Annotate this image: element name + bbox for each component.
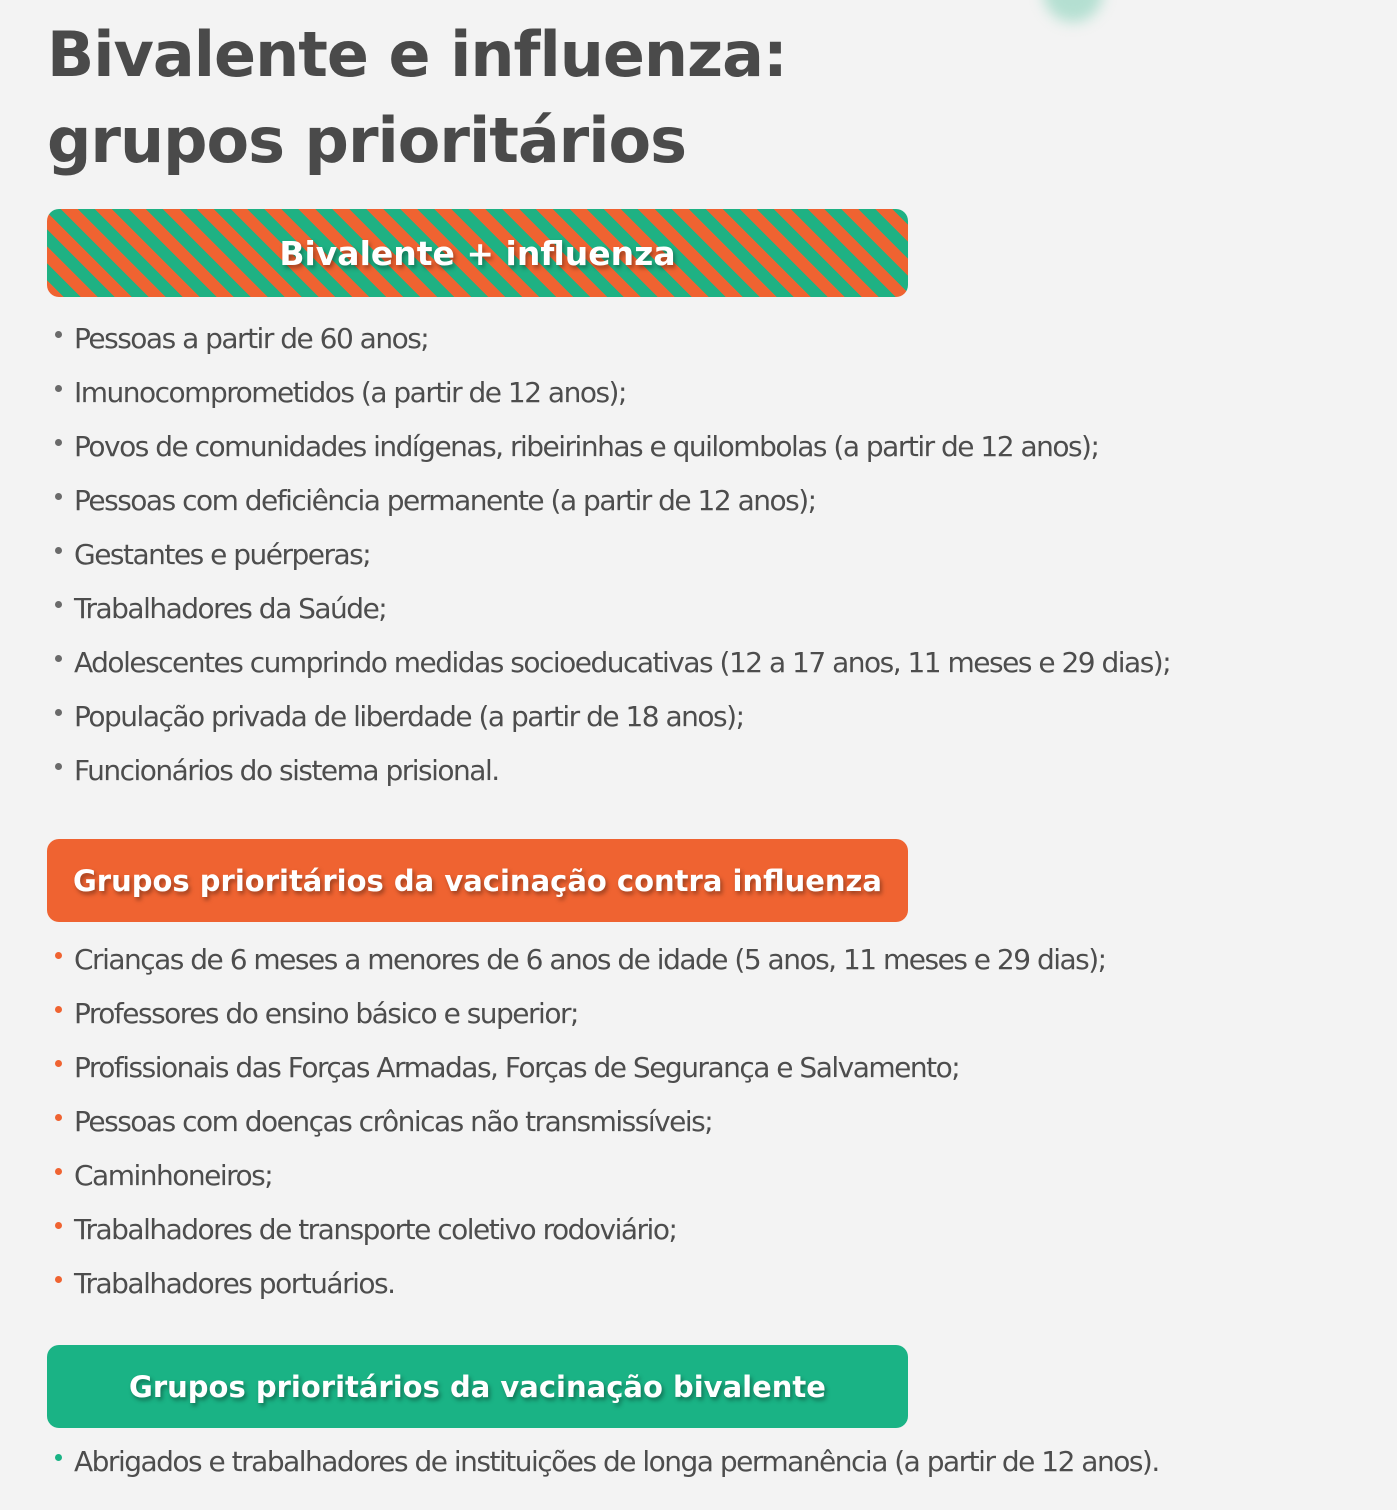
list-item: Imunocomprometidos (a partir de 12 anos); <box>55 365 1170 419</box>
section-heading-bivalente: Grupos prioritários da vacinação bivalente <box>47 1345 908 1428</box>
list-bivalente <box>55 1434 1159 1488</box>
list-item: Pessoas com doenças crônicas não transmissíveis; <box>55 1094 1106 1148</box>
bullet-icon <box>55 1454 62 1461</box>
list-bivalente-influenza <box>55 311 1170 797</box>
bullet-icon <box>55 1114 62 1121</box>
bullet-icon <box>55 655 62 662</box>
list-item: Professores do ensino básico e superior; <box>55 986 1106 1040</box>
bullet-icon <box>55 1060 62 1067</box>
section-heading-influenza: Grupos prioritários da vacinação contra influenza <box>47 839 908 922</box>
list-item: Pessoas a partir de 60 anos; <box>55 311 1170 365</box>
list-influenza <box>55 932 1106 1310</box>
bullet-icon <box>55 1222 62 1229</box>
list-item: Povos de comunidades indígenas, ribeirinhas e quilombolas (a partir de 12 anos); <box>55 419 1170 473</box>
bullet-icon <box>55 439 62 446</box>
bullet-icon <box>55 385 62 392</box>
bullet-icon <box>55 763 62 770</box>
page-title <box>47 12 787 184</box>
list-item: Trabalhadores portuários. <box>55 1256 1106 1310</box>
bullet-icon <box>55 331 62 338</box>
bullet-icon <box>55 493 62 500</box>
list-item: Abrigados e trabalhadores de instituições de longa permanência (a partir de 12 anos). <box>55 1434 1159 1488</box>
list-item: Caminhoneiros; <box>55 1148 1106 1202</box>
bullet-icon <box>55 1276 62 1283</box>
list-item: Pessoas com deficiência permanente (a partir de 12 anos); <box>55 473 1170 527</box>
list-item: Gestantes e puérperas; <box>55 527 1170 581</box>
list-item: Trabalhadores da Saúde; <box>55 581 1170 635</box>
list-item: Crianças de 6 meses a menores de 6 anos de idade (5 anos, 11 meses e 29 dias); <box>55 932 1106 986</box>
page-title-line-2: grupos prioritários <box>47 104 686 177</box>
decorative-blob <box>1043 0 1103 22</box>
list-item: Adolescentes cumprindo medidas socioeducativas (12 a 17 anos, 11 meses e 29 dias); <box>55 635 1170 689</box>
list-item: Profissionais das Forças Armadas, Forças de Segurança e Salvamento; <box>55 1040 1106 1094</box>
bullet-icon <box>55 601 62 608</box>
bullet-icon <box>55 952 62 959</box>
page-title-line-1: Bivalente e influenza: <box>47 18 787 91</box>
list-item: Funcionários do sistema prisional. <box>55 743 1170 797</box>
bullet-icon <box>55 1006 62 1013</box>
list-item: População privada de liberdade (a partir de 18 anos); <box>55 689 1170 743</box>
bullet-icon <box>55 1168 62 1175</box>
section-heading-bivalente-influenza: Bivalente + influenza <box>47 209 908 297</box>
bullet-icon <box>55 709 62 716</box>
bullet-icon <box>55 547 62 554</box>
list-item: Trabalhadores de transporte coletivo rodoviário; <box>55 1202 1106 1256</box>
